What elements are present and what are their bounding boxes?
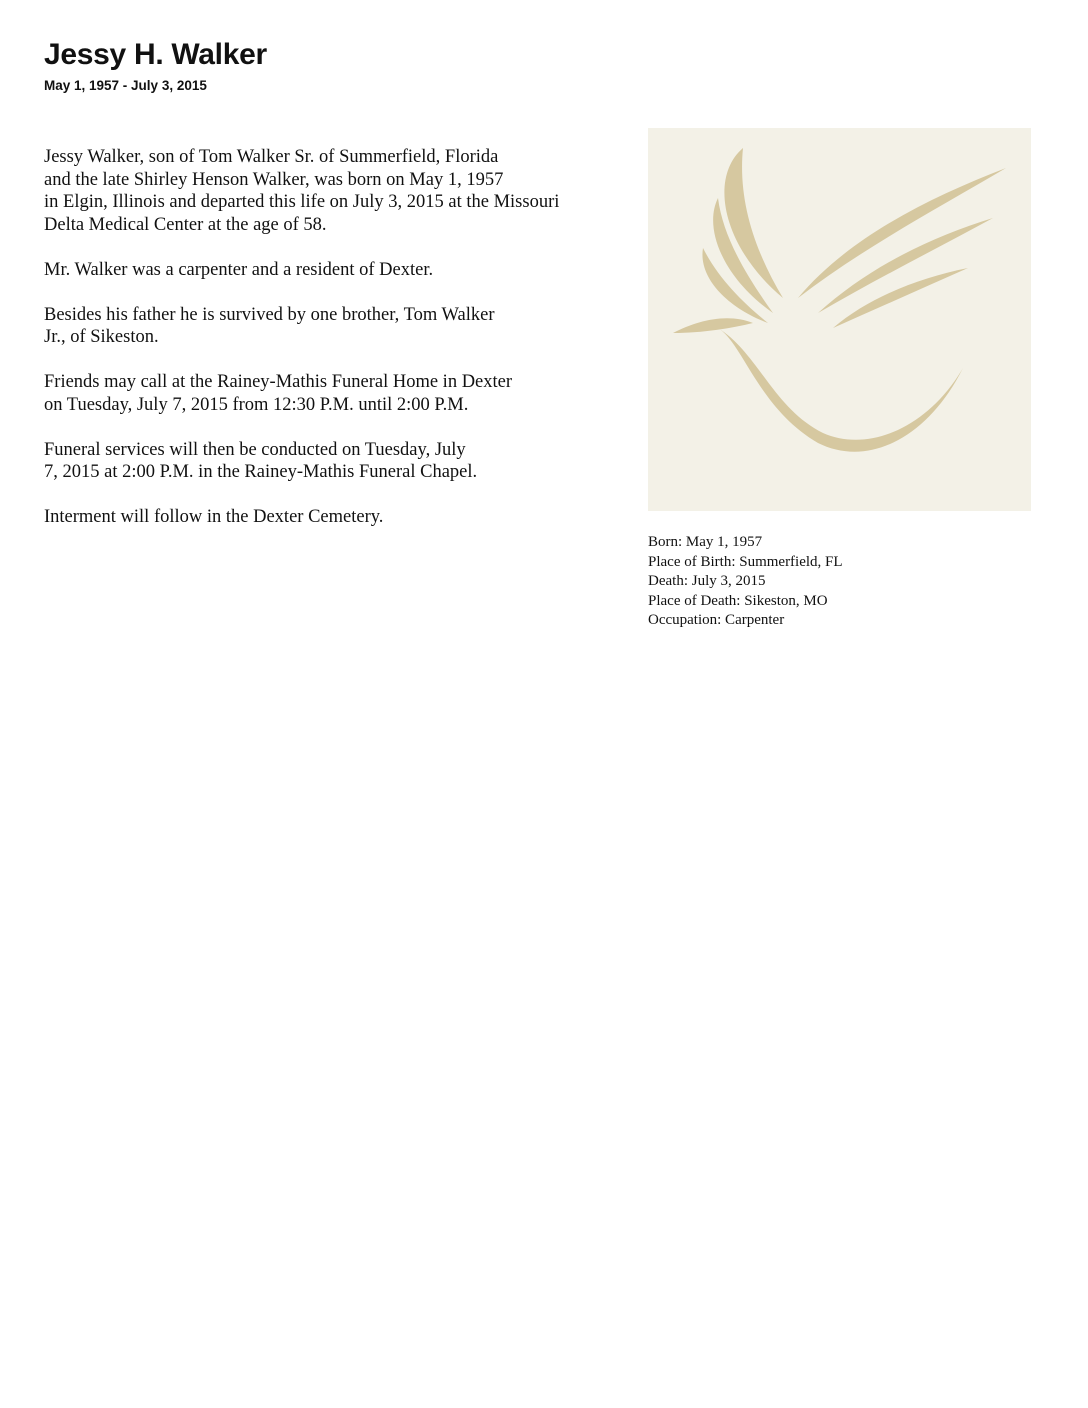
paragraph-services [44, 439, 644, 484]
paragraph-biography [44, 146, 644, 236]
text-line: on Tuesday, July 7, 2015 from 12:30 P.M. until 2:00 P.M. [44, 394, 469, 415]
fact-occupation: Occupation: Carpenter [648, 612, 785, 628]
text-line: Interment will follow in the Dexter Cemetery. [44, 507, 384, 527]
text-line: 7, 2015 at 2:00 P.M. in the Rainey-Mathis Funeral Chapel. [44, 462, 478, 482]
paragraph-occupation [44, 259, 644, 282]
text-line: Besides his father he is survived by one brother, Tom Walker [44, 304, 495, 325]
text-line: Funeral services will then be conducted on Tuesday, July [44, 439, 466, 460]
obituary-header [44, 38, 267, 94]
fact-death: Death: July 3, 2015 [648, 573, 766, 589]
vital-facts [648, 533, 843, 631]
text-line: in Elgin, Illinois and departed this life on July 3, 2015 at the Missouri [44, 192, 560, 212]
text-line: Mr. Walker was a carpenter and a resident of Dexter. [44, 259, 434, 280]
paragraph-interment [44, 506, 644, 529]
text-line: Delta Medical Center at the age of 58. [44, 214, 327, 235]
obituary-text [44, 146, 644, 551]
life-dates: May 1, 1957 - July 3, 2015 [44, 78, 207, 93]
memorial-image [648, 128, 1031, 511]
text-line: Jessy Walker, son of Tom Walker Sr. of Summerfield, Florida [44, 147, 499, 167]
text-line: Friends may call at the Rainey-Mathis Funeral Home in Dexter [44, 372, 513, 392]
paragraph-visitation [44, 371, 644, 416]
fact-place-of-death: Place of Death: Sikeston, MO [648, 592, 828, 609]
fact-born: Born: May 1, 1957 [648, 534, 763, 550]
text-line: Jr., of Sikeston. [44, 327, 159, 347]
paragraph-survivors [44, 304, 644, 349]
fact-place-of-birth: Place of Birth: Summerfield, FL [648, 553, 843, 570]
text-line: and the late Shirley Henson Walker, was born on May 1, 1957 [44, 169, 504, 190]
deceased-name: Jessy H. Walker [44, 38, 267, 71]
dove-icon [648, 128, 1031, 511]
